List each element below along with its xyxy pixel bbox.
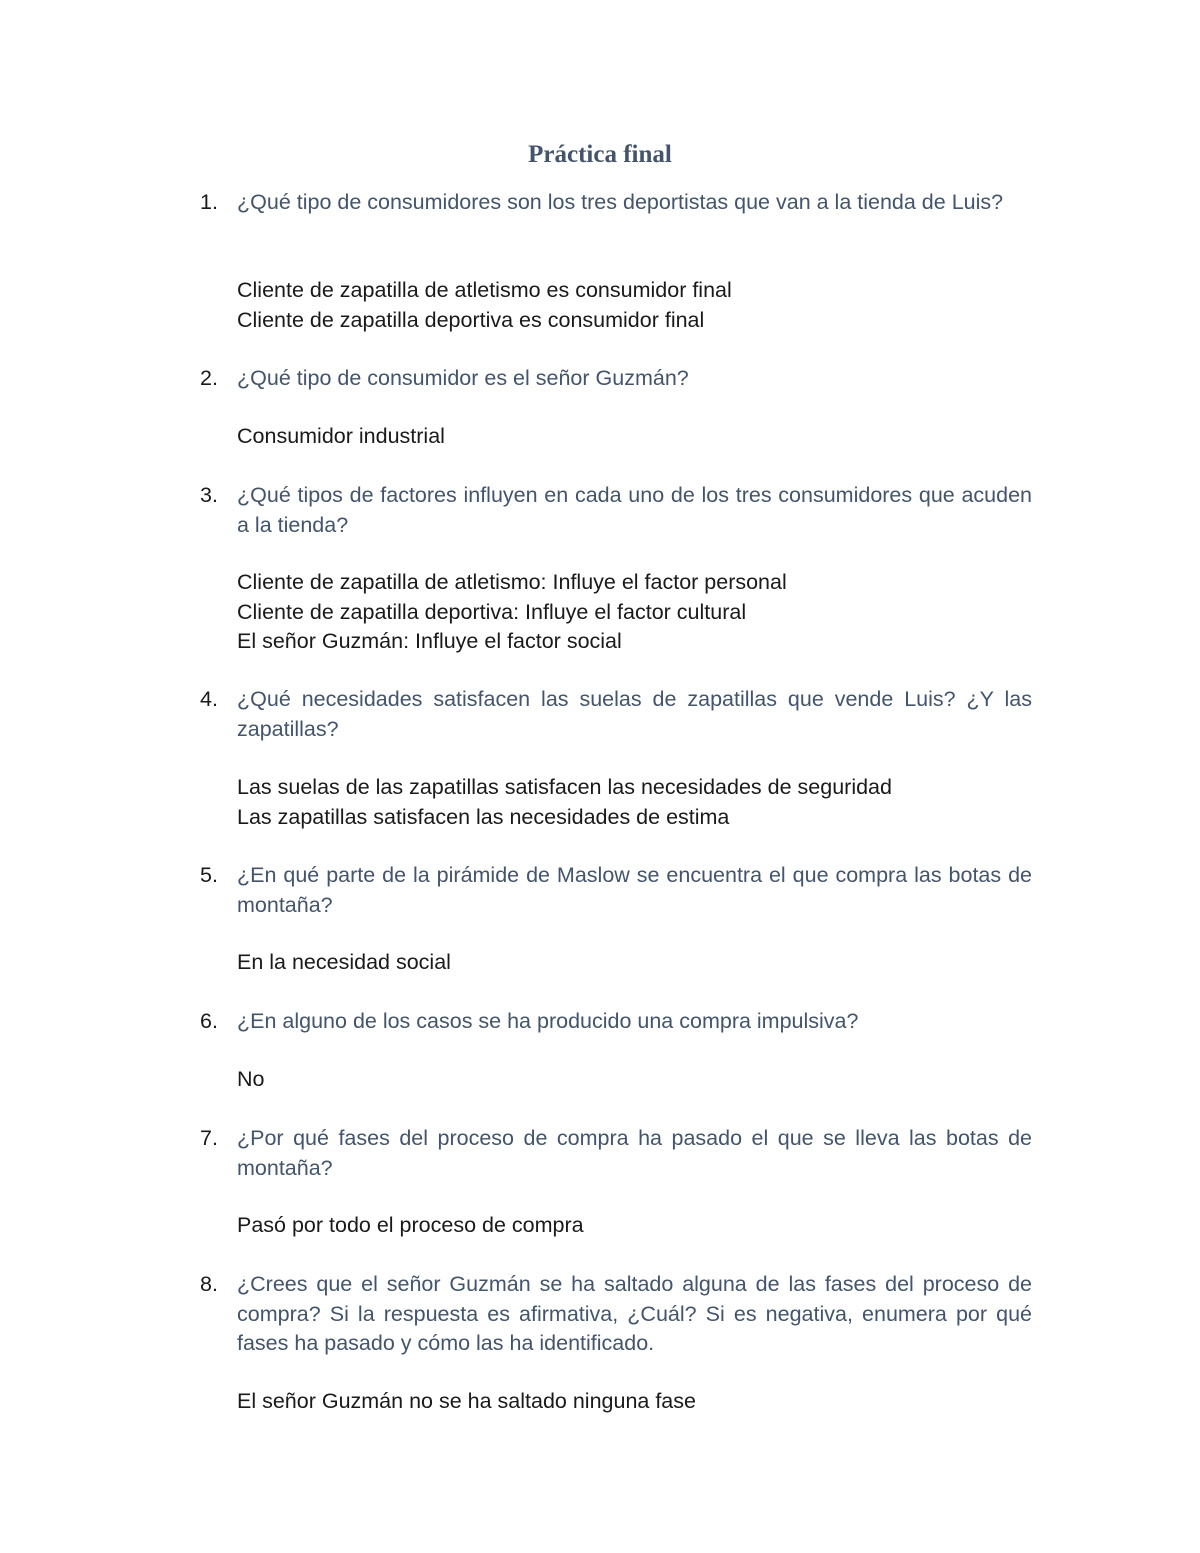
answer-8 [237, 1387, 1037, 1417]
answer-6 [237, 1065, 1037, 1095]
answer-line: El señor Guzmán no se ha saltado ninguna fase [237, 1389, 696, 1413]
question-text: ¿En alguno de los casos se ha producido una compra impulsiva? [237, 1009, 859, 1033]
question-text: ¿Por qué fases del proceso de compra ha pasado el que se lleva las botas de montaña? [237, 1126, 1032, 1180]
answer-line: El señor Guzmán: Influye el factor social [237, 629, 622, 653]
answer-line: Cliente de zapatilla de atletismo es consumidor final [237, 278, 732, 302]
answer-line: Pasó por todo el proceso de compra [237, 1213, 584, 1237]
answer-line: Consumidor industrial [237, 424, 445, 448]
question-number: 8. [200, 1272, 218, 1296]
answer-3 [237, 568, 1037, 657]
question-number: 5. [200, 863, 218, 887]
answer-7 [237, 1211, 1037, 1241]
answer-line: Las suelas de las zapatillas satisfacen las necesidades de seguridad [237, 775, 892, 799]
question-text: ¿En qué parte de la pirámide de Maslow se encuentra el que compra las botas de montaña? [237, 863, 1032, 917]
question-text: ¿Qué tipo de consumidor es el señor Guzmán? [237, 366, 689, 390]
answer-1 [237, 276, 1037, 335]
question-text: ¿Qué tipos de factores influyen en cada uno de los tres consumidores que acuden a la tienda? [237, 483, 1032, 537]
answer-4 [237, 773, 1037, 832]
question-number: 6. [200, 1009, 218, 1033]
question-number: 3. [200, 483, 218, 507]
question-number: 4. [200, 687, 218, 711]
question-number: 7. [200, 1126, 218, 1150]
question-number: 2. [200, 366, 218, 390]
answer-line: Cliente de zapatilla de atletismo: Influye el factor personal [237, 570, 787, 594]
question-text: ¿Crees que el señor Guzmán se ha saltado alguna de las fases del proceso de compra? Si la respuesta es afirmativa, ¿Cuál? Si es negativa, enumera por qué fases ha pasado y cómo las ha identificado. [237, 1272, 1032, 1355]
answer-line: En la necesidad social [237, 950, 451, 974]
question-number: 1. [200, 190, 218, 214]
answer-5 [237, 948, 1037, 978]
question-text: ¿Qué tipo de consumidores son los tres deportistas que van a la tienda de Luis? [237, 190, 1004, 214]
answer-line: Cliente de zapatilla deportiva: Influye el factor cultural [237, 599, 747, 624]
answer-2 [237, 422, 1037, 452]
answer-line: Las zapatillas satisfacen las necesidades de estima [237, 804, 730, 829]
page-title: Práctica final [528, 141, 672, 168]
answer-line: No [237, 1067, 265, 1091]
answer-line: Cliente de zapatilla deportiva es consumidor final [237, 307, 705, 332]
question-text: ¿Qué necesidades satisfacen las suelas de zapatillas que vende Luis? ¿Y las zapatillas? [237, 687, 1032, 741]
